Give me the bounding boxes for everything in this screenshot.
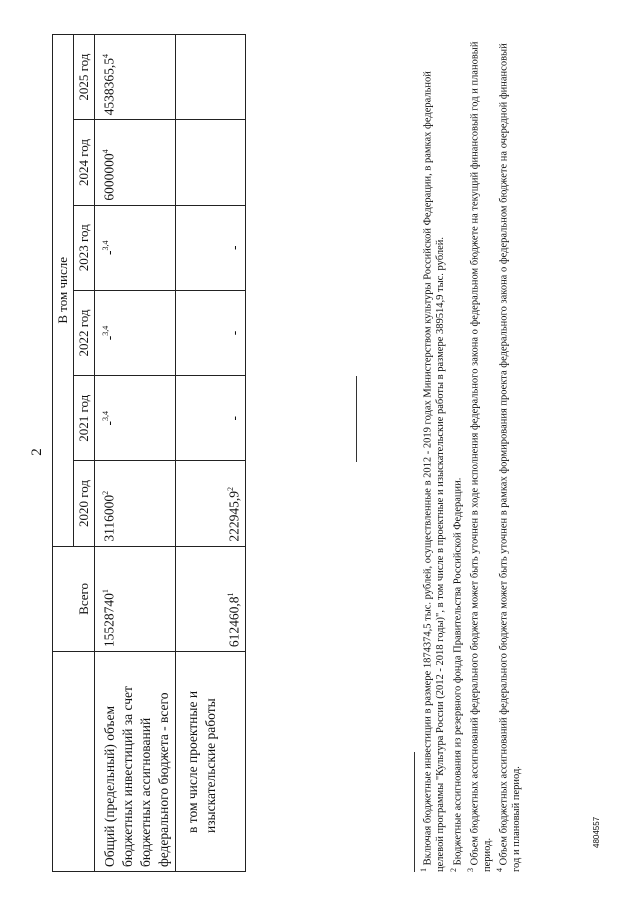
header-year: 2024 год (74, 120, 95, 205)
row-value (176, 35, 246, 120)
row-label: в том числе проектные и изыскательские работы (176, 652, 246, 872)
header-year: 2022 год (74, 290, 95, 375)
footnote-rule (414, 752, 415, 872)
rotated-content (30, 22, 610, 882)
row-value: - (176, 376, 246, 461)
header-year: 2021 год (74, 376, 95, 461)
row-value (176, 120, 246, 205)
header-including: В том числе (53, 35, 74, 547)
row-value: 6000000$^4$ (95, 120, 176, 205)
row-total: 612460,8$^1$ (176, 546, 246, 651)
separator-line (356, 376, 357, 462)
footnotes (418, 34, 524, 872)
row-value: 4538365,5$^4$ (95, 35, 176, 120)
row-value: 3116000$^2$ (95, 461, 176, 546)
row-value: - (176, 205, 246, 290)
row-value: -$^{3,4}$ (95, 290, 176, 375)
page-number: 2 (29, 448, 45, 456)
row-value: - (176, 290, 246, 375)
row-value: -$^{3,4}$ (95, 205, 176, 290)
investment-table (52, 34, 246, 872)
document-stamp: 4804557 (592, 816, 601, 848)
row-value: -$^{3,4}$ (95, 376, 176, 461)
footnote-4: $^4$ Объем бюджетных ассигнований федерального бюджета может быть уточнен в рамках формирования проекта федерального закона о федеральном бюджете на очередной финансовый год и плановый период. (495, 43, 522, 872)
header-year: 2020 год (74, 461, 95, 546)
header-blank (53, 652, 95, 872)
header-year: 2023 год (74, 205, 95, 290)
footnote-3: $^3$ Объем бюджетных ассигнований федерального бюджета может быть уточнен в ходе исполнения федерального закона о федеральном бюджете на текущий финансовый год и плановый период. (465, 41, 493, 872)
header-year: 2025 год (74, 35, 95, 120)
footnote-2: $^2$ Бюджетные ассигнования из резервного фонда Правительства Российской Федерации. (448, 477, 463, 872)
row-label: Общий (предельный) объем бюджетных инвестиций за счет бюджетных ассигнований федерального бюджета - всего (95, 652, 176, 872)
row-value: 222945,9$^2$ (176, 461, 246, 546)
footnote-1: $^1$ Включая бюджетные инвестиции в размере 1874374,5 тыс. рублей, осуществленные в 2012 - 2019 годах Министерством культуры Российской Федерации, в рамках федеральной целевой программы "Культура России (2012 - 2018 годы)", в том числе в проектные и изыскательские работы в размере 389514,9 тыс. рублей. (419, 71, 446, 872)
row-total: 15528740$^1$ (95, 546, 176, 651)
header-total: Всего (53, 546, 95, 651)
